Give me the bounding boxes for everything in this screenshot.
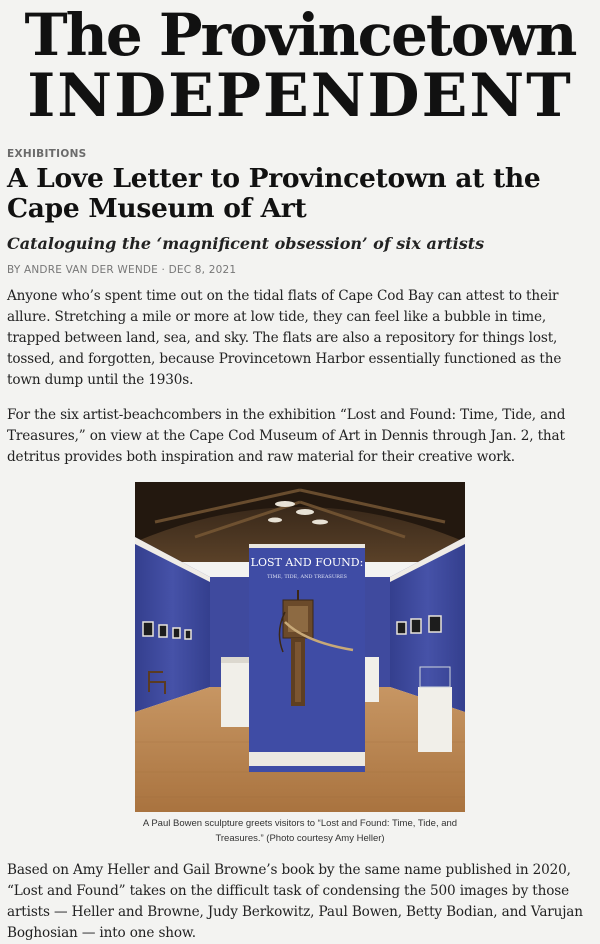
article-figure xyxy=(135,482,465,846)
masthead-title: The Provincetown xyxy=(24,1,576,69)
paragraph-3: Based on Amy Heller and Gail Browne’s book by the same name published in 2020, “Lost and Found” takes on the difficult task of condensing the 500 images by those artists — Heller and Browne, Judy Berkowitz, Paul Bowen, Betty Bodian, and Varujan Boghosian — into one show. xyxy=(7,862,583,941)
paragraph-2: For the six artist-beachcombers in the exhibition “Lost and Found: Time, Tide, and Treasures,” on view at the Cape Cod Museum of Art in Dennis through Jan. 2, that detritus provides both inspiration and raw material for their creative work. xyxy=(7,407,566,465)
section-kicker[interactable]: EXHIBITIONS xyxy=(7,148,87,160)
banner-title: LOST AND FOUND: xyxy=(250,556,364,569)
photo-caption: A Paul Bowen sculpture greets visitors to “Lost and Found: Time, Tide, and Treasures.” (Photo courtesy Amy Heller) xyxy=(142,818,458,844)
byline[interactable]: BY ANDRE VAN DER WENDE · DEC 8, 2021 xyxy=(7,264,237,276)
masthead-subtitle: INDEPENDENT xyxy=(27,61,573,131)
paragraph-1: Anyone who’s spent time out on the tidal flats of Cape Cod Bay can attest to their allure. Stretching a mile or more at low tide, they can feel like a bubble in time, trapped between land, sea, and sky. The flats are also a repository for things lost, tossed, and forgotten, because Provincetown Harbor essentially functioned as the town dump until the 1930s. xyxy=(7,288,562,388)
headline: A Love Letter to Provincetown at the Cape Museum of Art xyxy=(7,163,541,224)
banner-subtitle: TIME, TIDE, AND TREASURES xyxy=(267,574,347,580)
masthead[interactable] xyxy=(0,0,600,131)
gallery-photo xyxy=(135,482,465,812)
article xyxy=(0,148,600,944)
subheadline: Cataloguing the ‘magnificent obsession’ of six artists xyxy=(7,234,485,253)
